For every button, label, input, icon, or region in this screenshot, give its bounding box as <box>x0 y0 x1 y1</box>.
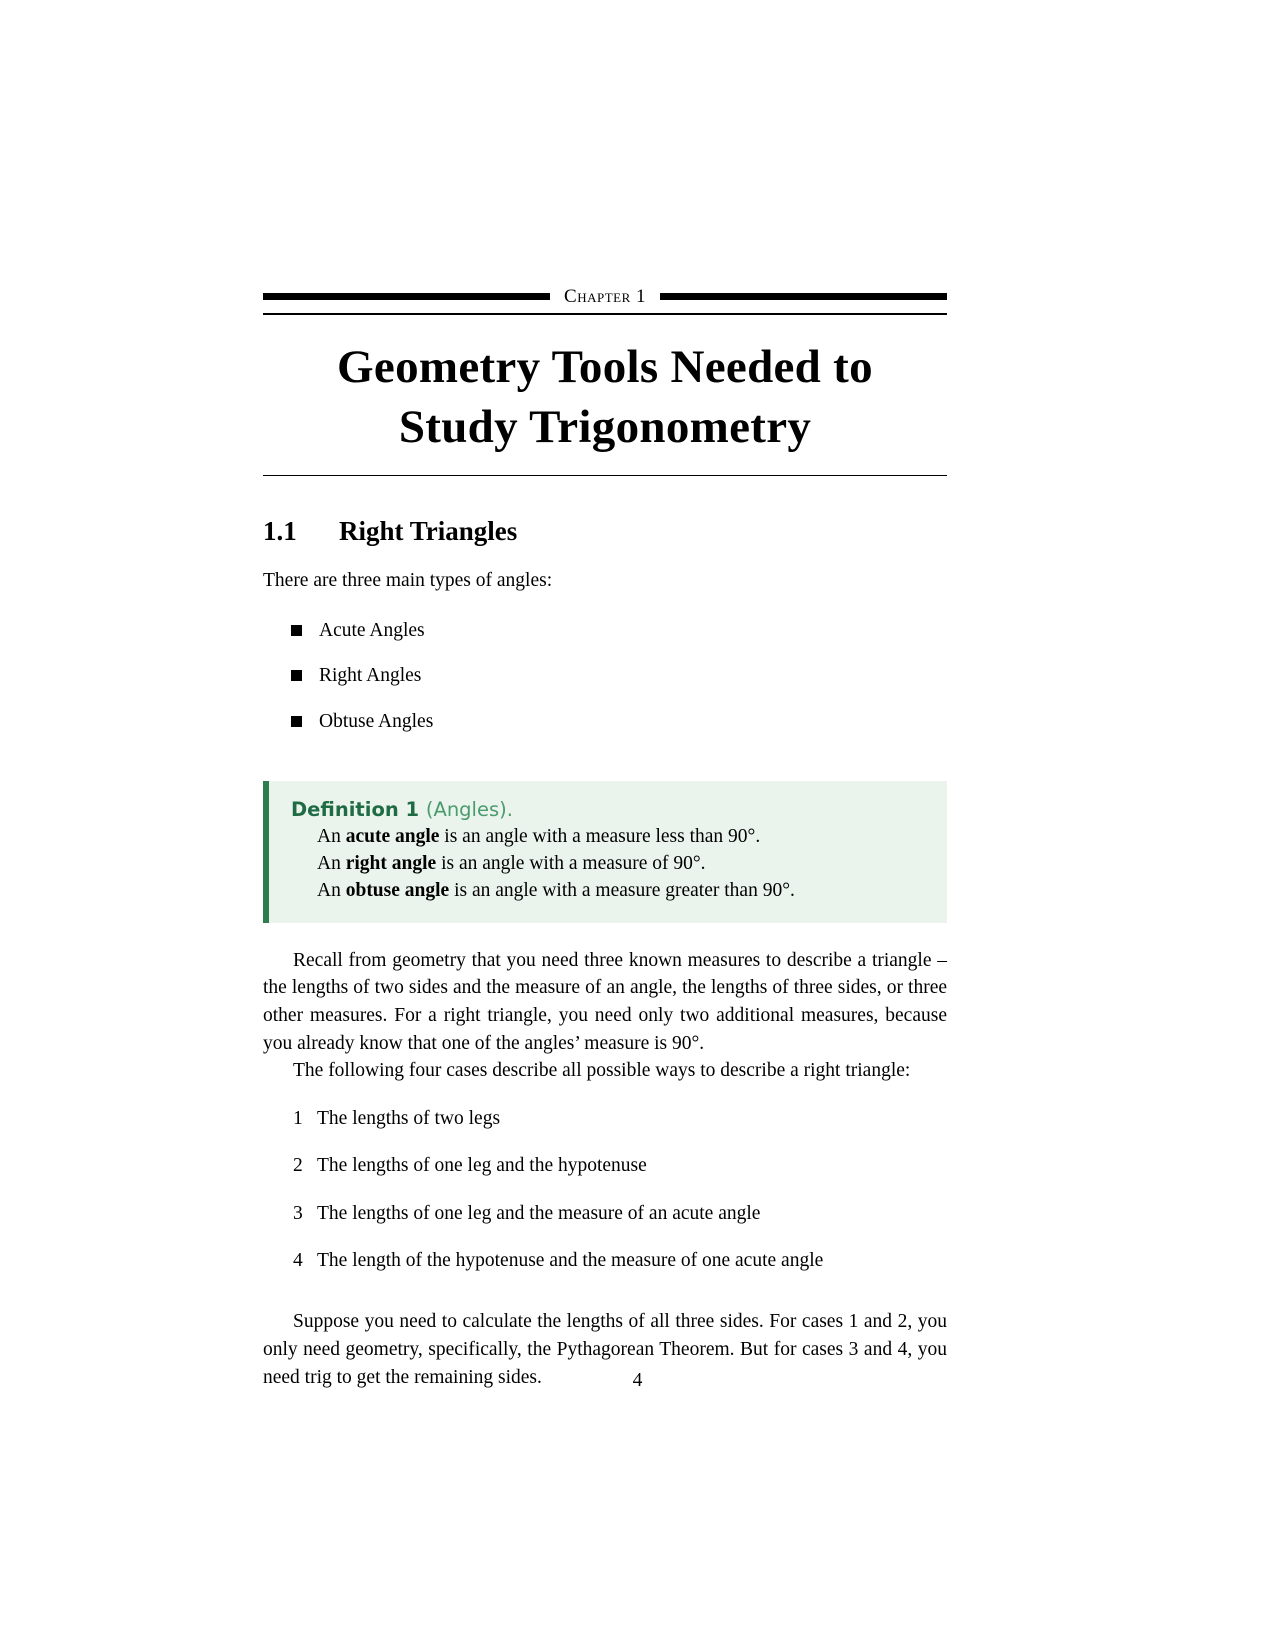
list-item <box>291 617 947 644</box>
list-item-label: The lengths of two legs <box>317 1108 501 1130</box>
definition-line-pre: An <box>317 825 346 847</box>
definition-line-pre: An <box>317 852 346 874</box>
definition-line-term: obtuse angle <box>345 879 450 901</box>
page-content <box>263 0 947 1391</box>
body-paragraph-2: The following four cases describe all possible ways to describe a right triangle: <box>293 1060 911 1082</box>
angle-types-list <box>263 617 947 735</box>
list-item-label: The lengths of one leg and the hypotenuse <box>317 1155 647 1177</box>
definition-line-term: right angle <box>345 852 437 874</box>
chapter-header-underline <box>263 313 947 315</box>
chapter-rule-left <box>263 293 550 300</box>
bullet-square-icon <box>291 625 302 636</box>
chapter-title-line-2: Study Trigonometry <box>398 400 812 453</box>
list-item <box>293 1247 947 1274</box>
list-item-number: 1 <box>293 1108 303 1130</box>
body-paragraph-3: Suppose you need to calculate the lengths of all three sides. For cases 1 and 2, you only need geometry, specifically, the Pythagorean Theorem. But for cases 3 and 4, you need trig to get the remaining sides. <box>263 1311 947 1388</box>
definition-line <box>291 878 927 905</box>
definition-line-term: acute angle <box>345 825 440 847</box>
list-item-label: Obtuse Angles <box>319 710 434 732</box>
body-paragraph-1: Recall from geometry that you need three known measures to describe a triangle – the lengths of two sides and the measure of an angle, the lengths of three sides, or three other measures. For a right triangle, you need only two additional measures, because you already know that one of the angles’ measure is 90°. <box>263 949 947 1054</box>
definition-line-post: is an angle with a measure less than 90°. <box>439 825 761 847</box>
list-item-number: 2 <box>293 1155 303 1177</box>
bullet-square-icon <box>291 716 302 727</box>
list-item <box>293 1200 947 1227</box>
chapter-title-underline <box>263 475 947 477</box>
list-item <box>291 708 947 735</box>
page-number: 4 <box>632 1370 643 1391</box>
bullet-square-icon <box>291 670 302 681</box>
list-item-label: Right Angles <box>319 665 422 687</box>
chapter-title-line-1: Geometry Tools Needed to <box>337 340 873 393</box>
definition-line-post: is an angle with a measure greater than 90°. <box>449 879 795 901</box>
chapter-title <box>263 337 947 457</box>
list-item-number: 3 <box>293 1202 303 1224</box>
list-item <box>291 662 947 689</box>
definition-line-pre: An <box>317 879 346 901</box>
body-paragraphs <box>263 947 947 1085</box>
definition-line <box>291 851 927 878</box>
definition-title <box>291 798 927 821</box>
list-item-label: The length of the hypotenuse and the measure of one acute angle <box>317 1249 824 1271</box>
definition-callout <box>263 781 947 923</box>
definition-paren: (Angles). <box>425 797 513 821</box>
list-item-number: 4 <box>293 1249 303 1271</box>
definition-line <box>291 824 927 851</box>
list-item <box>293 1152 947 1179</box>
right-triangle-cases-list <box>263 1105 947 1274</box>
chapter-header <box>263 286 947 306</box>
section-heading <box>263 516 947 547</box>
spacer <box>263 1294 947 1308</box>
chapter-label: Chapter 1 <box>564 285 646 307</box>
definition-label: Definition 1 <box>291 797 420 821</box>
chapter-rule-right <box>660 293 947 300</box>
list-item <box>293 1105 947 1132</box>
section-title: Right Triangles <box>339 516 518 547</box>
list-item-label: Acute Angles <box>319 620 425 641</box>
section-number: 1.1 <box>263 516 297 547</box>
list-item-label: The lengths of one leg and the measure of an acute angle <box>317 1202 761 1224</box>
definition-line-post: is an angle with a measure of 90°. <box>436 852 706 874</box>
section-intro-paragraph: There are three main types of angles: <box>263 570 553 592</box>
